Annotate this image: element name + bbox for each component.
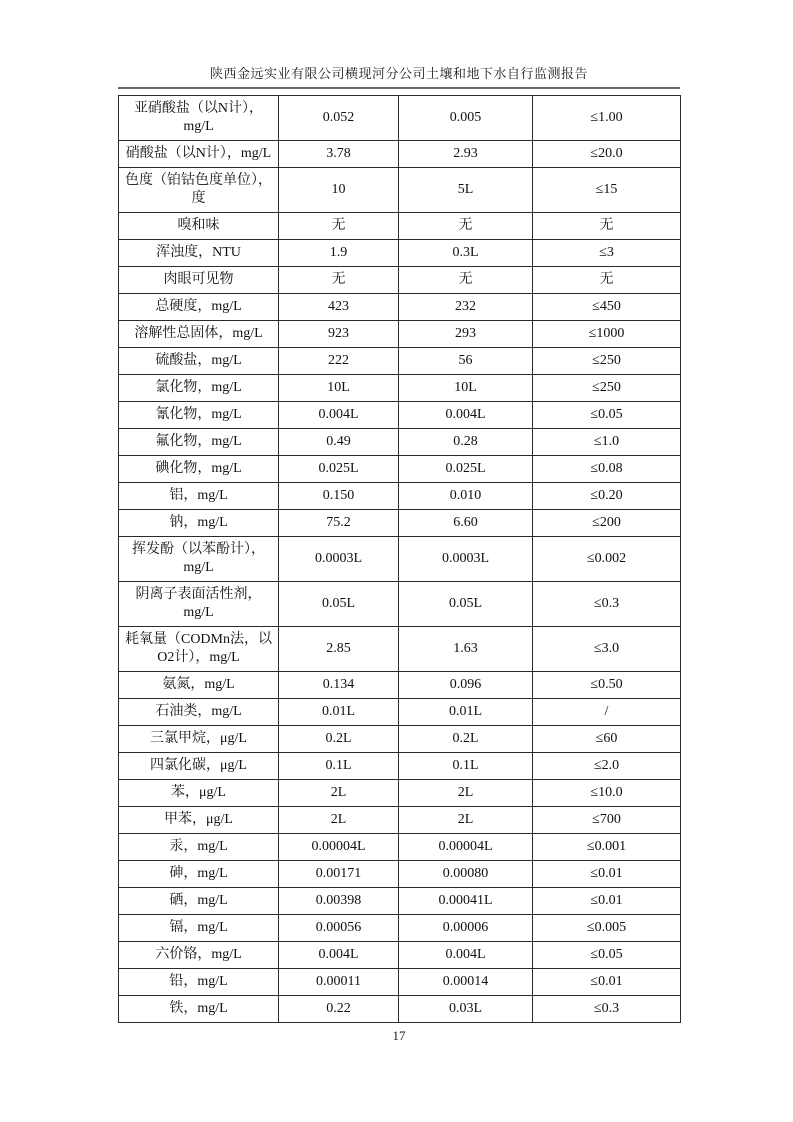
- parameter-cell: 镉，mg/L: [119, 915, 279, 942]
- parameter-cell: 浑浊度，NTU: [119, 240, 279, 267]
- well2-value-cell: 0.096: [399, 672, 533, 699]
- well1-value-cell: 75.2: [279, 510, 399, 537]
- well1-value-cell: 0.134: [279, 672, 399, 699]
- well2-value-cell: 5L: [399, 168, 533, 213]
- well1-value-cell: 0.22: [279, 996, 399, 1023]
- well2-value-cell: 232: [399, 294, 533, 321]
- well2-value-cell: 0.004L: [399, 942, 533, 969]
- limit-cell: 无: [533, 267, 681, 294]
- well2-value-cell: 293: [399, 321, 533, 348]
- well2-value-cell: 无: [399, 267, 533, 294]
- well2-value-cell: 10L: [399, 375, 533, 402]
- well2-value-cell: 0.00004L: [399, 834, 533, 861]
- parameter-cell: 苯，μg/L: [119, 780, 279, 807]
- well2-value-cell: 0.05L: [399, 582, 533, 627]
- table-row: [119, 726, 681, 753]
- well2-value-cell: 无: [399, 213, 533, 240]
- parameter-cell: 溶解性总固体，mg/L: [119, 321, 279, 348]
- parameter-cell: 氰化物，mg/L: [119, 402, 279, 429]
- table-row: [119, 141, 681, 168]
- parameter-cell: 石油类，mg/L: [119, 699, 279, 726]
- table-row: [119, 672, 681, 699]
- page-number: 17: [392, 1028, 406, 1043]
- limit-cell: ≤0.20: [533, 483, 681, 510]
- well1-value-cell: 0.01L: [279, 699, 399, 726]
- limit-cell: ≤1.0: [533, 429, 681, 456]
- table-row: [119, 834, 681, 861]
- well1-value-cell: 2L: [279, 807, 399, 834]
- well1-value-cell: 无: [279, 267, 399, 294]
- parameter-cell: 氟化物，mg/L: [119, 429, 279, 456]
- parameter-cell: 三氯甲烷，μg/L: [119, 726, 279, 753]
- limit-cell: ≤1000: [533, 321, 681, 348]
- table-row: [119, 168, 681, 213]
- well1-value-cell: 0.004L: [279, 942, 399, 969]
- parameter-cell: 铁，mg/L: [119, 996, 279, 1023]
- parameter-cell: 硫酸盐，mg/L: [119, 348, 279, 375]
- well2-value-cell: 0.0003L: [399, 537, 533, 582]
- table-row: [119, 582, 681, 627]
- report-header-title: 陕西金远实业有限公司横现河分公司土壤和地下水自行监测报告: [209, 66, 588, 81]
- limit-cell: ≤0.005: [533, 915, 681, 942]
- parameter-cell: 总硬度，mg/L: [119, 294, 279, 321]
- well2-value-cell: 0.03L: [399, 996, 533, 1023]
- table-row: [119, 429, 681, 456]
- parameter-cell: 硒，mg/L: [119, 888, 279, 915]
- limit-cell: ≤0.01: [533, 888, 681, 915]
- table-row: [119, 96, 681, 141]
- well1-value-cell: 2L: [279, 780, 399, 807]
- limit-cell: ≤3.0: [533, 627, 681, 672]
- table-row: [119, 294, 681, 321]
- limit-cell: ≤0.05: [533, 402, 681, 429]
- well1-value-cell: 222: [279, 348, 399, 375]
- parameter-cell: 氯化物，mg/L: [119, 375, 279, 402]
- limit-cell: ≤0.002: [533, 537, 681, 582]
- parameter-cell: 铅，mg/L: [119, 969, 279, 996]
- well1-value-cell: 3.78: [279, 141, 399, 168]
- well1-value-cell: 0.00004L: [279, 834, 399, 861]
- well2-value-cell: 0.2L: [399, 726, 533, 753]
- table-row: [119, 402, 681, 429]
- well2-value-cell: 0.00080: [399, 861, 533, 888]
- table-row: [119, 915, 681, 942]
- limit-cell: ≤3: [533, 240, 681, 267]
- well2-value-cell: 0.00014: [399, 969, 533, 996]
- well2-value-cell: 0.004L: [399, 402, 533, 429]
- table-row: [119, 861, 681, 888]
- parameter-cell: 亚硝酸盐（以N计），mg/L: [119, 96, 279, 141]
- well2-value-cell: 0.01L: [399, 699, 533, 726]
- table-row: [119, 483, 681, 510]
- header-rule: [118, 87, 680, 89]
- monitoring-results-table: [118, 95, 681, 1023]
- well1-value-cell: 10L: [279, 375, 399, 402]
- well1-value-cell: 923: [279, 321, 399, 348]
- well2-value-cell: 0.025L: [399, 456, 533, 483]
- limit-cell: ≤0.05: [533, 942, 681, 969]
- well2-value-cell: 0.3L: [399, 240, 533, 267]
- table-row: [119, 510, 681, 537]
- table-row: [119, 780, 681, 807]
- well2-value-cell: 0.005: [399, 96, 533, 141]
- well1-value-cell: 0.052: [279, 96, 399, 141]
- well2-value-cell: 6.60: [399, 510, 533, 537]
- table-row: [119, 321, 681, 348]
- well2-value-cell: 2.93: [399, 141, 533, 168]
- table-row: [119, 240, 681, 267]
- well2-value-cell: 56: [399, 348, 533, 375]
- well2-value-cell: 0.00041L: [399, 888, 533, 915]
- limit-cell: /: [533, 699, 681, 726]
- table-row: [119, 375, 681, 402]
- well1-value-cell: 0.05L: [279, 582, 399, 627]
- well1-value-cell: 0.00011: [279, 969, 399, 996]
- table-row: [119, 996, 681, 1023]
- limit-cell: ≤200: [533, 510, 681, 537]
- well1-value-cell: 0.00056: [279, 915, 399, 942]
- limit-cell: ≤0.50: [533, 672, 681, 699]
- parameter-cell: 四氯化碳，μg/L: [119, 753, 279, 780]
- parameter-cell: 挥发酚（以苯酚计），mg/L: [119, 537, 279, 582]
- results-table-body: [119, 96, 681, 1023]
- well1-value-cell: 1.9: [279, 240, 399, 267]
- limit-cell: ≤0.3: [533, 996, 681, 1023]
- limit-cell: ≤0.3: [533, 582, 681, 627]
- limit-cell: ≤0.01: [533, 861, 681, 888]
- parameter-cell: 铝，mg/L: [119, 483, 279, 510]
- well2-value-cell: 0.00006: [399, 915, 533, 942]
- well1-value-cell: 2.85: [279, 627, 399, 672]
- table-row: [119, 348, 681, 375]
- parameter-cell: 色度（铂钴色度单位），度: [119, 168, 279, 213]
- table-row: [119, 456, 681, 483]
- limit-cell: ≤60: [533, 726, 681, 753]
- limit-cell: ≤15: [533, 168, 681, 213]
- well1-value-cell: 0.025L: [279, 456, 399, 483]
- report-sheet: [118, 66, 680, 1044]
- table-row: [119, 969, 681, 996]
- limit-cell: ≤0.08: [533, 456, 681, 483]
- limit-cell: ≤0.001: [533, 834, 681, 861]
- parameter-cell: 阴离子表面活性剂，mg/L: [119, 582, 279, 627]
- table-row: [119, 753, 681, 780]
- parameter-cell: 汞，mg/L: [119, 834, 279, 861]
- parameter-cell: 硝酸盐（以N计），mg/L: [119, 141, 279, 168]
- well2-value-cell: 0.010: [399, 483, 533, 510]
- well2-value-cell: 0.1L: [399, 753, 533, 780]
- limit-cell: 无: [533, 213, 681, 240]
- parameter-cell: 甲苯，μg/L: [119, 807, 279, 834]
- well1-value-cell: 0.004L: [279, 402, 399, 429]
- parameter-cell: 碘化物，mg/L: [119, 456, 279, 483]
- well1-value-cell: 0.150: [279, 483, 399, 510]
- table-row: [119, 888, 681, 915]
- parameter-cell: 钠，mg/L: [119, 510, 279, 537]
- well1-value-cell: 0.00398: [279, 888, 399, 915]
- well1-value-cell: 0.49: [279, 429, 399, 456]
- parameter-cell: 耗氧量（CODMn法，以O2计），mg/L: [119, 627, 279, 672]
- limit-cell: ≤10.0: [533, 780, 681, 807]
- well2-value-cell: 2L: [399, 807, 533, 834]
- well1-value-cell: 0.00171: [279, 861, 399, 888]
- parameter-cell: 氨氮，mg/L: [119, 672, 279, 699]
- parameter-cell: 嗅和味: [119, 213, 279, 240]
- well1-value-cell: 10: [279, 168, 399, 213]
- well1-value-cell: 0.1L: [279, 753, 399, 780]
- well1-value-cell: 0.0003L: [279, 537, 399, 582]
- table-row: [119, 213, 681, 240]
- parameter-cell: 六价铬，mg/L: [119, 942, 279, 969]
- limit-cell: ≤1.00: [533, 96, 681, 141]
- table-row: [119, 267, 681, 294]
- well2-value-cell: 0.28: [399, 429, 533, 456]
- parameter-cell: 肉眼可见物: [119, 267, 279, 294]
- limit-cell: ≤250: [533, 348, 681, 375]
- table-row: [119, 942, 681, 969]
- well1-value-cell: 0.2L: [279, 726, 399, 753]
- limit-cell: ≤2.0: [533, 753, 681, 780]
- well1-value-cell: 423: [279, 294, 399, 321]
- table-row: [119, 627, 681, 672]
- limit-cell: ≤450: [533, 294, 681, 321]
- table-row: [119, 699, 681, 726]
- table-row: [119, 537, 681, 582]
- limit-cell: ≤700: [533, 807, 681, 834]
- well2-value-cell: 2L: [399, 780, 533, 807]
- limit-cell: ≤20.0: [533, 141, 681, 168]
- well1-value-cell: 无: [279, 213, 399, 240]
- parameter-cell: 砷，mg/L: [119, 861, 279, 888]
- limit-cell: ≤0.01: [533, 969, 681, 996]
- limit-cell: ≤250: [533, 375, 681, 402]
- well2-value-cell: 1.63: [399, 627, 533, 672]
- table-row: [119, 807, 681, 834]
